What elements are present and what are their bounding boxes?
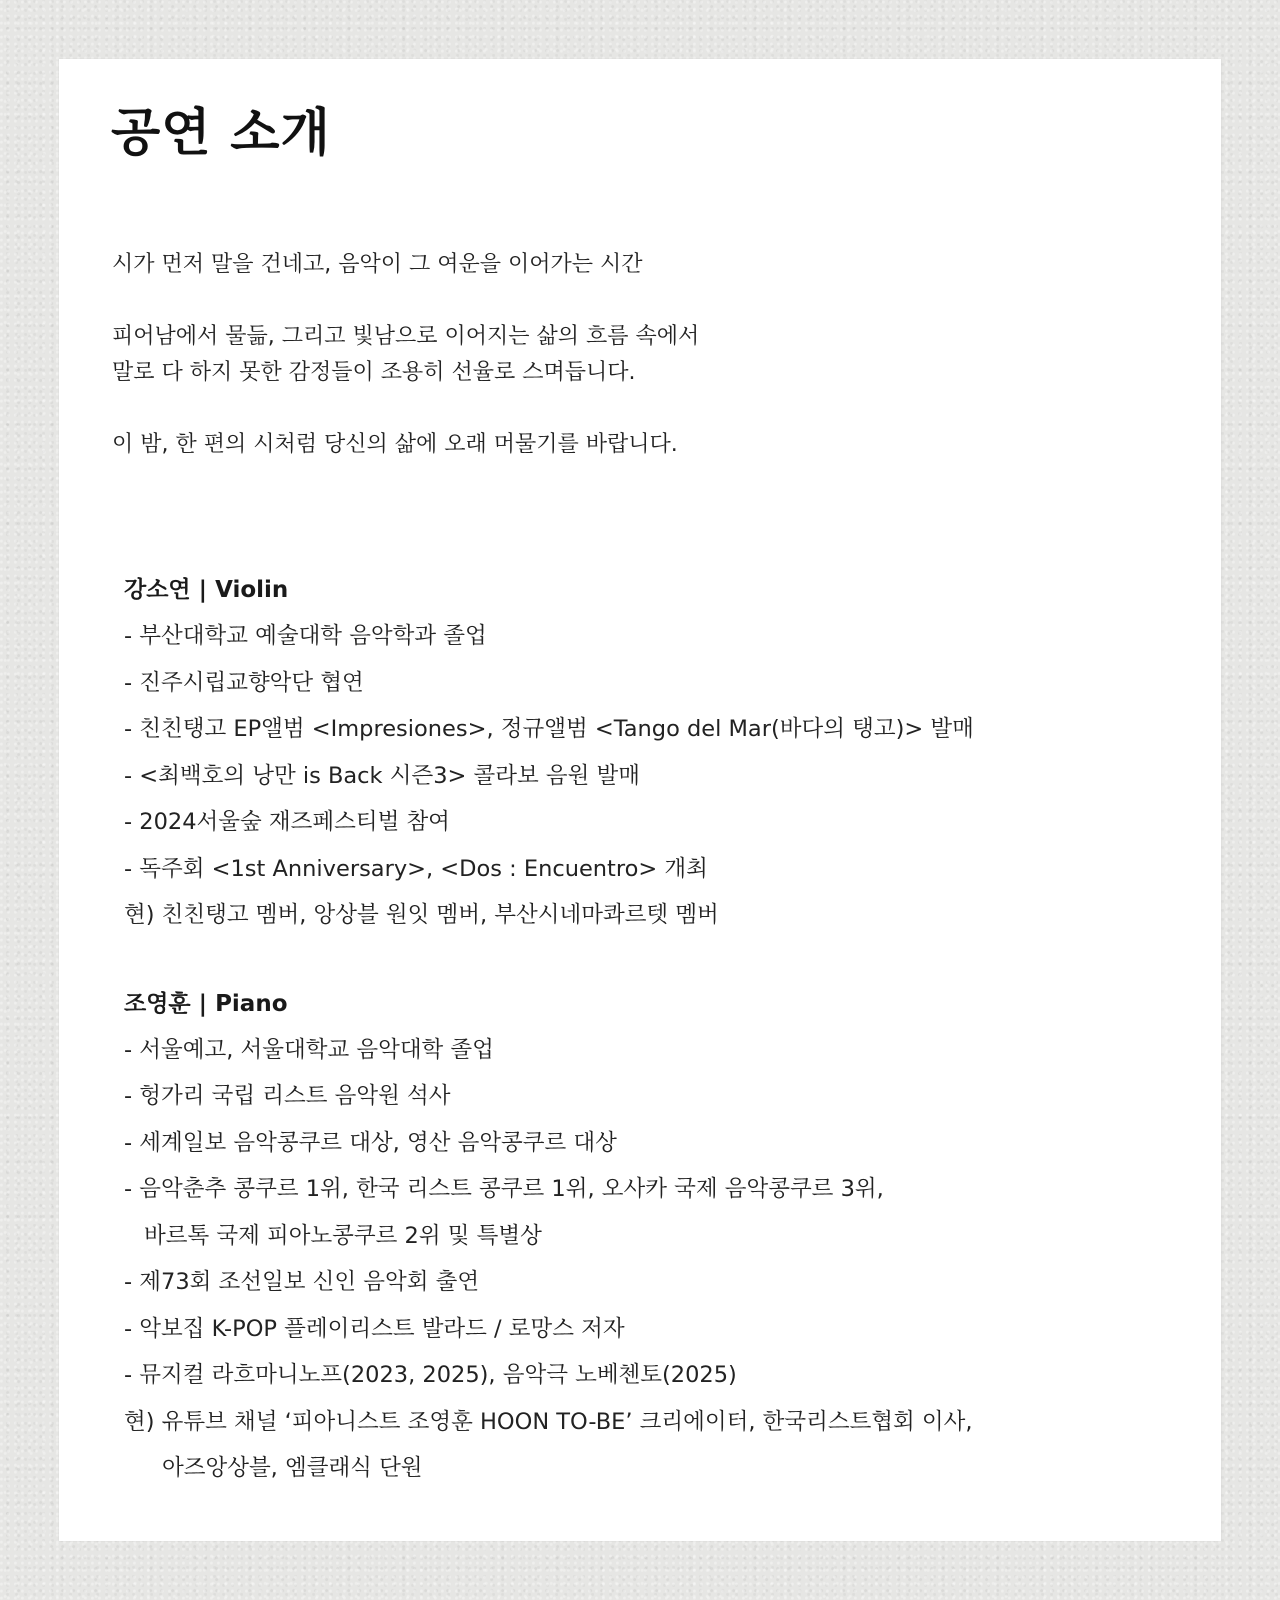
career-item: - 서울예고, 서울대학교 음악대학 졸업 <box>124 1036 494 1063</box>
performer-violin <box>124 567 1184 939</box>
career-item: - 부산대학교 예술대학 음악학과 졸업 <box>124 623 487 649</box>
career-item: - 뮤지컬 라흐마니노프(2023, 2025), 음악극 노베첸토(2025) <box>124 1362 737 1388</box>
career-item-continued: 바르톡 국제 피아노콩쿠르 2위 및 특별상 <box>144 1222 542 1249</box>
career-item: - 세계일보 음악콩쿠르 대상, 영산 음악콩쿠르 대상 <box>124 1129 617 1156</box>
performer-list <box>124 567 1184 1492</box>
career-item: - 2024서울숲 재즈페스티벌 참여 <box>124 809 450 835</box>
career-item: - 독주회 <1st Anniversary>, <Dos : Encuentro> 개최 <box>124 855 708 882</box>
program-card <box>59 59 1221 1541</box>
intro-paragraph: 피어남에서 물듦, 그리고 빛남으로 이어지는 삶의 흐름 속에서 <box>112 324 700 349</box>
career-item: - 헝가리 국립 리스트 음악원 석사 <box>124 1083 451 1109</box>
performer-heading: 조영훈 | Piano <box>124 990 288 1017</box>
page-title: 공연 소개 <box>111 104 331 163</box>
career-item: - 진주시립교향악단 협연 <box>124 669 364 696</box>
intro-paragraph: 이 밤, 한 편의 시처럼 당신의 삶에 오래 머물기를 바랍니다. <box>112 432 678 457</box>
current-position-continued: 아즈앙상블, 엠클래식 단원 <box>162 1455 423 1481</box>
career-item: - 친친탱고 EP앨범 <Impresiones>, 정규앨범 <Tango del Mar(바다의 탱고)> 발매 <box>124 716 974 742</box>
intro-paragraph: 말로 다 하지 못한 감정들이 조용히 선율로 스며듭니다. <box>112 360 636 385</box>
intro-paragraph: 시가 먼저 말을 건네고, 음악이 그 여운을 이어가는 시간 <box>112 252 643 277</box>
career-item: - 악보집 K-POP 플레이리스트 발라드 / 로망스 저자 <box>124 1315 625 1342</box>
intro-text <box>112 247 1112 463</box>
current-position: 현) 친친탱고 멤버, 앙상블 원잇 멤버, 부산시네마콰르텟 멤버 <box>124 902 719 928</box>
career-item: - 제73회 조선일보 신인 음악회 출연 <box>124 1269 480 1295</box>
performer-heading: 강소연 | Violin <box>124 577 289 603</box>
current-position: 현) 유튜브 채널 ‘피아니스트 조영훈 HOON TO-BE’ 크리에이터, 한국리스트협회 이사, <box>124 1408 973 1435</box>
career-item: - <최백호의 낭만 is Back 시즌3> 콜라보 음원 발매 <box>124 762 640 789</box>
career-item: - 음악춘추 콩쿠르 1위, 한국 리스트 콩쿠르 1위, 오사카 국제 음악콩쿠르 3위, <box>124 1176 884 1202</box>
performer-piano <box>124 981 1184 1492</box>
